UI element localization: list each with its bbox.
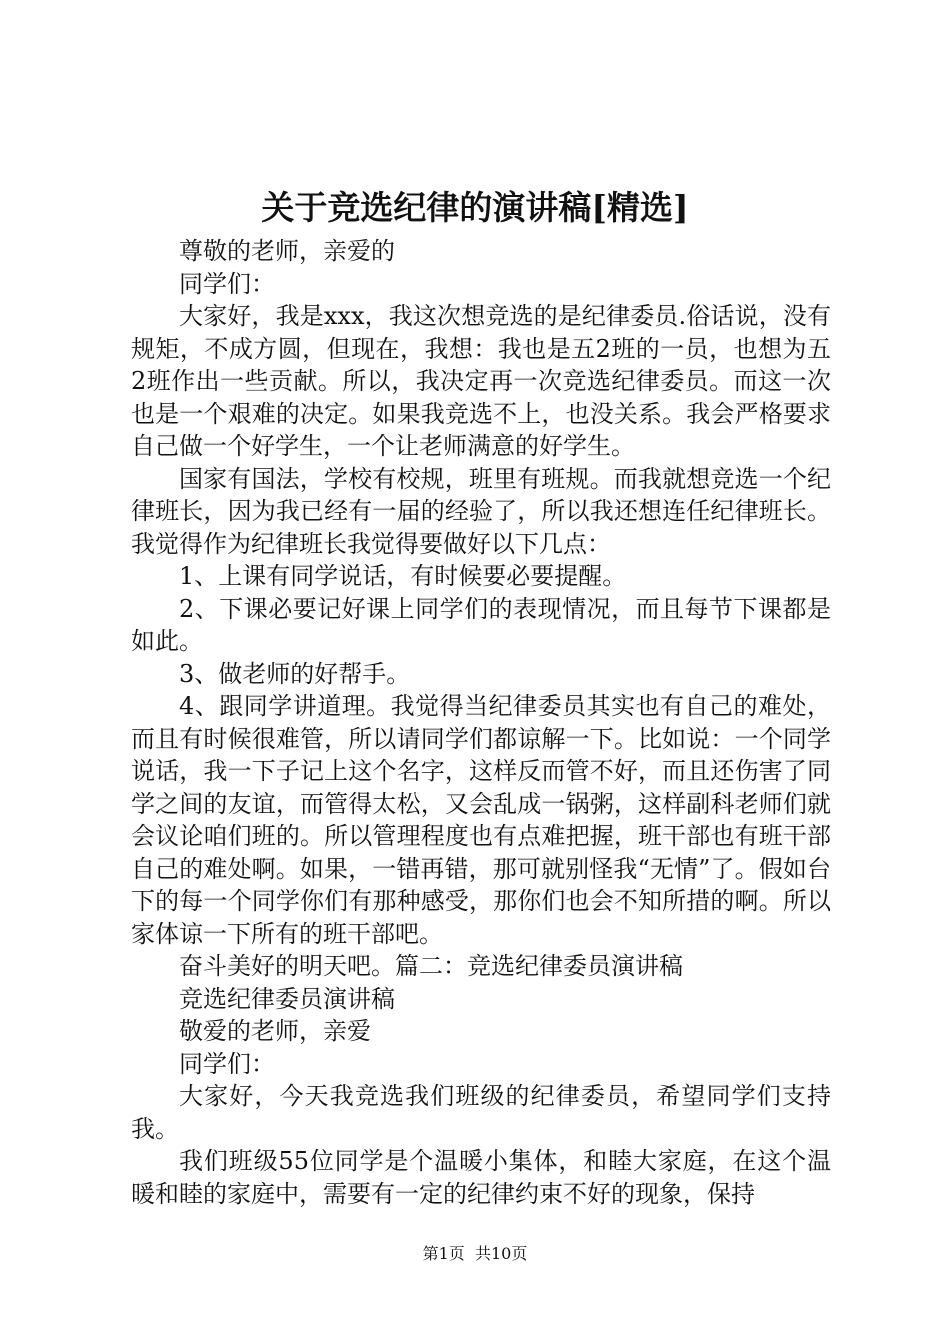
- document-body: [131, 235, 831, 1210]
- page-number: 第1页: [422, 1244, 465, 1263]
- paragraph: 我们班级55位同学是个温暖小集体，和睦大家庭，在这个温暖和睦的家庭中，需要有一定的纪律约束不好的现象，保持: [131, 1147, 831, 1208]
- paragraph: 大家好，今天我竞选我们班级的纪律委员，希望同学们支持我。: [131, 1082, 831, 1143]
- paragraph: 奋斗美好的明天吧。篇二：竞选纪律委员演讲稿: [179, 952, 683, 980]
- paragraph: 2、下课必要记好课上同学们的表现情况，而且每节下课都是如此。: [131, 594, 831, 655]
- paragraph: 同学们：: [179, 269, 275, 298]
- paragraph: 1、上课有同学说话，有时候要必要提醒。: [179, 562, 627, 590]
- paragraph: 同学们：: [179, 1049, 275, 1078]
- page-total: 共10页: [474, 1244, 528, 1263]
- paragraph: 竞选纪律委员演讲稿: [179, 984, 395, 1013]
- document-title: 关于竞选纪律的演讲稿[精选]: [261, 188, 689, 227]
- paragraph: 3、做老师的好帮手。: [179, 659, 411, 688]
- paragraph: 敬爱的老师，亲爱: [179, 1017, 371, 1045]
- paragraph: 大家好，我是xxx，我这次想竞选的是纪律委员.俗话说，没有规矩，不成方圆，但现在，我想：我也是五2班的一员，也想为五2班作出一些贡献。所以，我决定再一次竞选纪律委员。而这一次也是一个艰难的决定。如果我竞选不上，也没关系。我会严格要求自己做一个好学生，一个让老师满意的好学生。: [131, 302, 831, 460]
- paragraph: 4、跟同学讲道理。我觉得当纪律委员其实也有自己的难处，而且有时候很难管，所以请同学们都谅解一下。比如说：一个同学说话，我一下子记上这个名字，这样反而管不好，而且还伤害了同学之间的友谊，而管得太松，又会乱成一锅粥，这样副科老师们就会议论咱们班的。所以管理程度也有点难把握，班干部也有班干部自己的难处啊。如果，一错再错，那可就别怪我“无情”了。假如台下的每一个同学你们有那种感受，那你们也会不知所措的啊。所以家体谅一下所有的班干部吧。: [131, 692, 831, 948]
- page-footer: [0, 1244, 950, 1264]
- paragraph: 国家有国法，学校有校规，班里有班规。而我就想竞选一个纪律班长，因为我已经有一届的经验了，所以我还想连任纪律班长。我觉得作为纪律班长我觉得要做好以下几点：: [131, 464, 831, 558]
- paragraph: 尊敬的老师，亲爱的: [179, 237, 395, 265]
